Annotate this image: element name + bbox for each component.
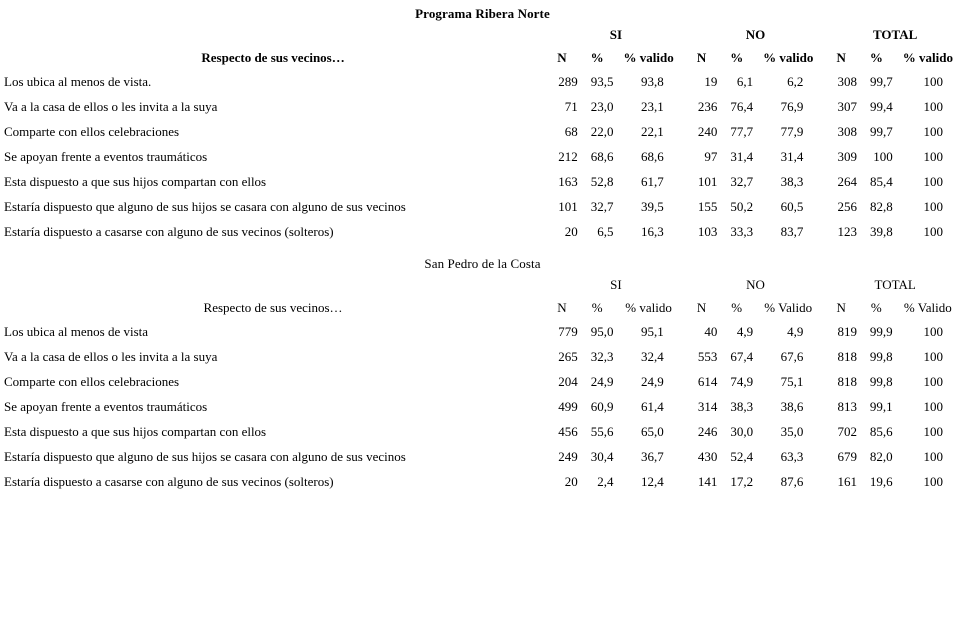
row-label: Se apoyan frente a eventos traumáticos <box>4 399 208 414</box>
cell-no-n: 246 <box>697 424 718 439</box>
table-row <box>0 444 965 469</box>
cell-total-n: 264 <box>837 174 857 189</box>
table-stub-label: Respecto de sus vecinos… <box>201 50 345 65</box>
subheader-no-pct-valido: % Valido <box>764 300 813 315</box>
cell-total-n: 309 <box>837 149 857 164</box>
cell-total-pct-valido: 100 <box>923 224 943 239</box>
cell-total-pct: 82,8 <box>869 199 893 214</box>
cell-si-pct: 52,8 <box>590 174 614 189</box>
cell-no-pct-valido: 38,6 <box>780 399 804 414</box>
cell-si-pct: 68,6 <box>590 149 614 164</box>
cell-total-pct: 99,7 <box>869 124 893 139</box>
cell-no-pct-valido: 4,9 <box>787 324 804 339</box>
table-row <box>0 344 965 369</box>
row-label: Comparte con ellos celebraciones <box>4 374 180 389</box>
cell-si-n: 68 <box>564 124 578 139</box>
cell-si-pct-valido: 95,1 <box>640 324 664 339</box>
cell-si-pct-valido: 36,7 <box>640 449 664 464</box>
subheader-si-n: N <box>557 300 567 315</box>
cell-total-pct-valido: 100 <box>923 199 943 214</box>
cell-total-pct: 99,8 <box>869 374 893 389</box>
subheader-total-pct: % <box>870 300 882 315</box>
cell-no-pct-valido: 76,9 <box>780 99 804 114</box>
cell-total-n: 256 <box>837 199 857 214</box>
table-row <box>0 469 965 494</box>
cell-total-pct-valido: 100 <box>923 149 943 164</box>
subheader-no-n: N <box>696 300 707 315</box>
cell-si-pct: 95,0 <box>590 324 614 339</box>
subheader-si-n: N <box>557 50 567 65</box>
cell-total-pct-valido: 100 <box>923 424 943 439</box>
cell-si-n: 204 <box>558 374 578 389</box>
cell-no-pct: 17,2 <box>730 474 754 489</box>
table-row <box>0 194 965 219</box>
row-label: Va a la casa de ellos o les invita a la suya <box>4 349 218 364</box>
subheader-total-n: N <box>836 50 846 65</box>
cell-si-n: 163 <box>558 174 578 189</box>
table-title-san-pedro-de-la-costa: San Pedro de la Costa <box>424 256 541 271</box>
subheader-no-pct: % <box>730 50 744 65</box>
cell-no-pct: 77,7 <box>730 124 754 139</box>
cell-no-pct: 74,9 <box>730 374 754 389</box>
cell-no-pct-valido: 87,6 <box>780 474 804 489</box>
cell-si-n: 71 <box>564 99 578 114</box>
cell-si-pct: 2,4 <box>597 474 614 489</box>
cell-total-pct: 100 <box>873 149 893 164</box>
cell-no-n: 155 <box>697 199 718 214</box>
cell-total-pct-valido: 100 <box>923 324 943 339</box>
cell-no-n: 97 <box>704 149 718 164</box>
cell-si-n: 101 <box>558 199 578 214</box>
subheader-si-pct: % <box>590 50 604 65</box>
table-row <box>0 219 965 244</box>
cell-no-pct-valido: 31,4 <box>780 149 804 164</box>
cell-no-pct: 50,2 <box>730 199 754 214</box>
cell-no-pct: 38,3 <box>730 399 754 414</box>
cell-no-n: 236 <box>697 99 718 114</box>
table-block-programa-ribera-norte <box>0 4 965 244</box>
cell-no-n: 614 <box>697 374 718 389</box>
cell-si-n: 212 <box>558 149 578 164</box>
cell-total-pct-valido: 100 <box>923 449 943 464</box>
row-label: Los ubica al menos de vista. <box>4 74 152 89</box>
cell-no-n: 430 <box>697 449 718 464</box>
cell-si-pct-valido: 61,4 <box>640 399 664 414</box>
cell-total-pct-valido: 100 <box>923 74 943 89</box>
group-header-total: TOTAL <box>874 277 916 292</box>
cell-total-pct-valido: 100 <box>923 174 943 189</box>
cell-si-pct-valido: 24,9 <box>640 374 664 389</box>
subheader-no-pct: % <box>731 300 743 315</box>
statistics-table-programa-ribera-norte <box>0 24 965 244</box>
cell-no-pct: 76,4 <box>730 99 754 114</box>
subheader-si-pct-valido: % valido <box>623 50 674 65</box>
table-row <box>0 394 965 419</box>
cell-no-pct: 33,3 <box>730 224 754 239</box>
cell-total-n: 123 <box>837 224 857 239</box>
cell-no-pct: 6,1 <box>736 74 754 89</box>
cell-total-n: 702 <box>837 424 857 439</box>
table-title-programa-ribera-norte: Programa Ribera Norte <box>415 6 550 21</box>
cell-total-n: 161 <box>837 474 857 489</box>
group-header-no: NO <box>745 27 766 42</box>
cell-si-pct: 55,6 <box>590 424 614 439</box>
cell-total-n: 308 <box>837 74 857 89</box>
cell-no-pct-valido: 60,5 <box>780 199 804 214</box>
table-row <box>0 119 965 144</box>
subheader-total-pct: % <box>869 50 883 65</box>
cell-si-n: 249 <box>558 449 578 464</box>
table-row <box>0 319 965 344</box>
subheader-no-n: N <box>696 50 707 65</box>
cell-si-pct-valido: 39,5 <box>641 199 664 214</box>
cell-total-n: 819 <box>837 324 857 339</box>
cell-total-n: 818 <box>837 374 857 389</box>
cell-si-pct: 22,0 <box>590 124 614 139</box>
row-label: Esta dispuesto a que sus hijos compartan con ellos <box>4 174 267 189</box>
table-group-header-row <box>0 24 965 46</box>
cell-no-pct: 32,7 <box>730 174 754 189</box>
row-label: Estaría dispuesto que alguno de sus hijos se casara con alguno de sus vecinos <box>4 199 406 214</box>
row-label: Estaría dispuesto que alguno de sus hijos se casara con alguno de sus vecinos <box>4 449 406 464</box>
cell-si-pct: 24,9 <box>590 374 614 389</box>
cell-no-n: 141 <box>697 474 718 489</box>
cell-si-pct: 32,7 <box>590 199 614 214</box>
cell-si-pct-valido: 32,4 <box>640 349 664 364</box>
cell-si-pct: 32,3 <box>590 349 614 364</box>
cell-no-pct-valido: 63,3 <box>780 449 804 464</box>
cell-si-pct-valido: 61,7 <box>641 174 664 189</box>
subheader-total-n: N <box>836 300 846 315</box>
cell-total-pct: 99,9 <box>869 324 893 339</box>
cell-total-pct: 85,6 <box>869 424 893 439</box>
table-group-header-row <box>0 274 965 296</box>
cell-total-pct: 99,1 <box>869 399 893 414</box>
cell-si-n: 265 <box>558 349 578 364</box>
cell-no-pct-valido: 38,3 <box>780 174 804 189</box>
cell-total-n: 679 <box>837 449 857 464</box>
table-row <box>0 169 965 194</box>
cell-total-pct: 85,4 <box>869 174 893 189</box>
cell-no-pct: 67,4 <box>730 349 754 364</box>
table-row <box>0 144 965 169</box>
cell-no-n: 40 <box>704 324 718 339</box>
subheader-no-pct-valido: % valido <box>763 50 814 65</box>
cell-total-pct: 99,4 <box>869 99 893 114</box>
cell-no-pct: 30,0 <box>730 424 754 439</box>
cell-si-pct: 60,9 <box>590 399 614 414</box>
row-label: Va a la casa de ellos o les invita a la suya <box>4 99 218 114</box>
cell-no-pct-valido: 35,0 <box>780 424 804 439</box>
cell-no-pct: 4,9 <box>736 324 754 339</box>
cell-si-n: 499 <box>558 399 578 414</box>
cell-total-pct-valido: 100 <box>923 374 943 389</box>
cell-total-pct-valido: 100 <box>923 399 943 414</box>
cell-si-n: 456 <box>558 424 578 439</box>
cell-total-pct: 82,0 <box>869 449 893 464</box>
row-label: Se apoyan frente a eventos traumáticos <box>4 149 208 164</box>
cell-si-pct: 30,4 <box>590 449 614 464</box>
cell-total-pct: 99,8 <box>869 349 893 364</box>
table-stub-label: Respecto de sus vecinos… <box>203 300 343 315</box>
cell-total-pct-valido: 100 <box>923 124 943 139</box>
group-header-no: NO <box>746 277 765 292</box>
cell-no-n: 314 <box>697 399 718 414</box>
cell-total-n: 813 <box>837 399 857 414</box>
cell-total-n: 308 <box>837 124 857 139</box>
table-row <box>0 69 965 94</box>
cell-si-pct: 6,5 <box>597 224 614 239</box>
cell-no-n: 101 <box>697 174 718 189</box>
cell-no-n: 103 <box>697 224 718 239</box>
cell-no-pct-valido: 75,1 <box>780 374 804 389</box>
cell-si-pct-valido: 65,0 <box>640 424 664 439</box>
cell-si-pct-valido: 23,1 <box>641 99 664 114</box>
cell-no-pct-valido: 77,9 <box>780 124 804 139</box>
table-row <box>0 419 965 444</box>
group-header-si: SI <box>609 27 623 42</box>
row-label: Estaría dispuesto a casarse con alguno de sus vecinos (solteros) <box>4 224 334 239</box>
row-label: Los ubica al menos de vista <box>4 324 149 339</box>
cell-no-n: 553 <box>697 349 718 364</box>
row-label: Esta dispuesto a que sus hijos compartan con ellos <box>4 424 267 439</box>
cell-total-pct-valido: 100 <box>923 349 943 364</box>
cell-si-n: 20 <box>564 224 578 239</box>
cell-total-pct-valido: 100 <box>923 474 943 489</box>
cell-total-n: 307 <box>837 99 857 114</box>
cell-si-n: 20 <box>564 474 578 489</box>
cell-total-n: 818 <box>837 349 857 364</box>
group-header-total: TOTAL <box>873 27 918 42</box>
cell-si-pct: 93,5 <box>590 74 614 89</box>
table-row <box>0 94 965 119</box>
table-row <box>0 369 965 394</box>
cell-si-pct: 23,0 <box>590 99 614 114</box>
statistics-table-san-pedro-de-la-costa <box>0 274 965 494</box>
cell-si-pct-valido: 16,3 <box>641 224 664 239</box>
cell-si-pct-valido: 93,8 <box>641 74 664 89</box>
row-label: Estaría dispuesto a casarse con alguno de sus vecinos (solteros) <box>4 474 334 489</box>
cell-no-pct-valido: 6,2 <box>787 74 804 89</box>
subheader-total-pct-valido: % valido <box>902 50 953 65</box>
cell-si-n: 289 <box>558 74 578 89</box>
subheader-si-pct-valido: % valido <box>625 300 672 315</box>
row-label: Comparte con ellos celebraciones <box>4 124 180 139</box>
subheader-total-pct-valido: % Valido <box>903 300 952 315</box>
cell-total-pct-valido: 100 <box>923 99 943 114</box>
cell-si-n: 779 <box>558 324 578 339</box>
cell-no-pct-valido: 83,7 <box>780 224 804 239</box>
cell-no-pct-valido: 67,6 <box>780 349 804 364</box>
group-header-si: SI <box>610 277 622 292</box>
cell-no-pct: 52,4 <box>730 449 754 464</box>
cell-no-n: 240 <box>697 124 718 139</box>
table-block-san-pedro-de-la-costa <box>0 254 965 494</box>
cell-si-pct-valido: 12,4 <box>640 474 664 489</box>
subheader-si-pct: % <box>591 300 603 315</box>
cell-total-pct: 19,6 <box>869 474 893 489</box>
cell-total-pct: 99,7 <box>869 74 893 89</box>
cell-si-pct-valido: 22,1 <box>641 124 664 139</box>
cell-si-pct-valido: 68,6 <box>641 149 664 164</box>
cell-total-pct: 39,8 <box>869 224 893 239</box>
cell-no-n: 19 <box>704 74 718 89</box>
cell-no-pct: 31,4 <box>730 149 754 164</box>
